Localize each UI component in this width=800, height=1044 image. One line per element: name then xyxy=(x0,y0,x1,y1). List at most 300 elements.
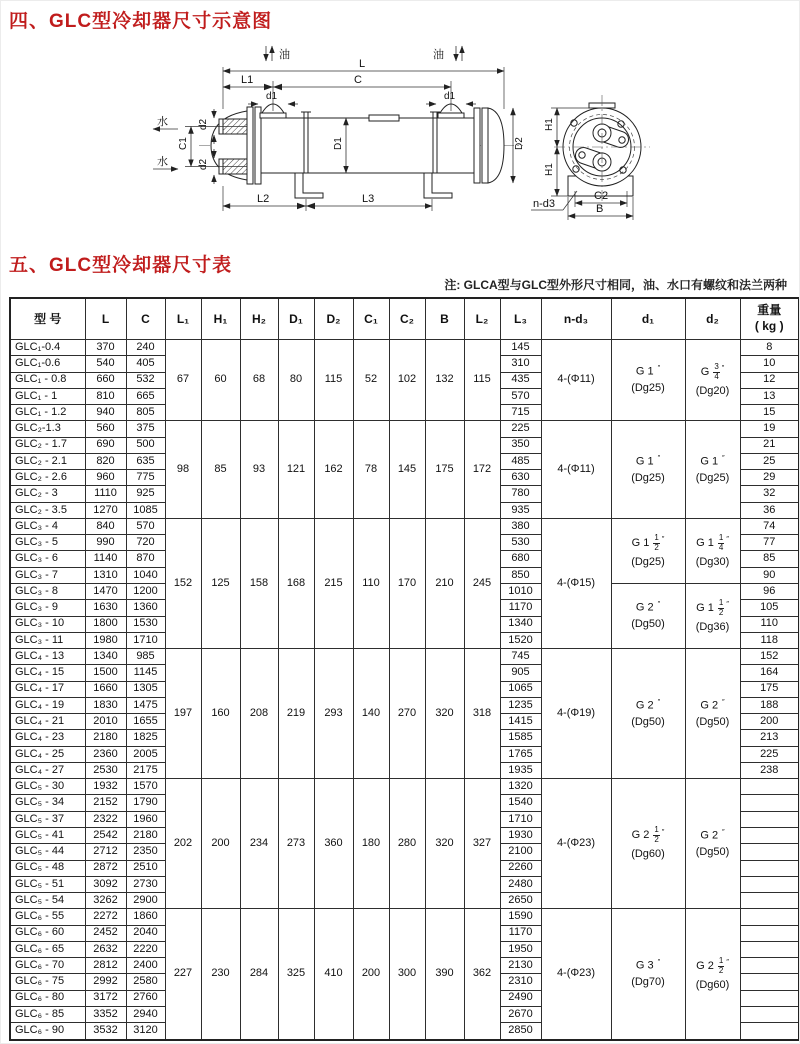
cell-thread-size: G 2 ″ (Dg50) xyxy=(611,649,685,779)
cell-L3: 680 xyxy=(500,551,541,567)
cell-L: 1340 xyxy=(85,649,126,665)
left-flange xyxy=(247,107,253,184)
cell-L3: 435 xyxy=(500,372,541,388)
cell-C: 405 xyxy=(126,356,165,372)
cell-L: 560 xyxy=(85,421,126,437)
table-row xyxy=(10,518,799,534)
cell-weight: 238 xyxy=(740,762,799,778)
cell-L3: 1930 xyxy=(500,827,541,843)
cell-C: 665 xyxy=(126,388,165,404)
cell-weight: 200 xyxy=(740,714,799,730)
cell-weight: 118 xyxy=(740,632,799,648)
cell-L2: 318 xyxy=(464,649,500,779)
cell-C2: 280 xyxy=(389,779,425,909)
cell-L3: 2100 xyxy=(500,844,541,860)
cell-thread-size: G 1 $\frac{1}{2}$ ″ (Dg25) xyxy=(611,518,685,583)
cell-model: GLC₅ - 48 xyxy=(10,860,85,876)
cell-model: GLC₂ - 3.5 xyxy=(10,502,85,518)
column-header: d₂ xyxy=(685,298,740,340)
cell-weight: 25 xyxy=(740,453,799,469)
cell-model: GLC₃ - 4 xyxy=(10,518,85,534)
cell-weight xyxy=(740,795,799,811)
cell-model: GLC₆ - 85 xyxy=(10,1006,85,1022)
left-flange-2 xyxy=(255,107,261,184)
cell-weight: 74 xyxy=(740,518,799,534)
cell-weight: 32 xyxy=(740,486,799,502)
cell-model: GLC₄ - 13 xyxy=(10,649,85,665)
cell-L1: 197 xyxy=(165,649,201,779)
cell-weight xyxy=(740,893,799,909)
cell-thread-size: G 1 $\frac{1}{4}$ ″ (Dg30) xyxy=(685,518,740,583)
cooler-dimension-diagram xyxy=(1,41,800,246)
cell-model: GLC₆ - 90 xyxy=(10,1023,85,1040)
cell-model: GLC₄ - 23 xyxy=(10,730,85,746)
cell-thread-size: G 1 $\frac{1}{2}$ ″ (Dg36) xyxy=(685,583,740,648)
water-label-bottom: 水 xyxy=(157,156,168,168)
cell-L: 1470 xyxy=(85,583,126,599)
cell-C: 2350 xyxy=(126,844,165,860)
cell-L: 820 xyxy=(85,453,126,469)
cell-L: 660 xyxy=(85,372,126,388)
cell-model: GLC₅ - 44 xyxy=(10,844,85,860)
cell-model: GLC₁ - 1.2 xyxy=(10,405,85,421)
column-header: H₂ xyxy=(240,298,278,340)
cell-weight xyxy=(740,990,799,1006)
cell-L3: 1010 xyxy=(500,583,541,599)
cell-weight xyxy=(740,925,799,941)
cell-thread-size: G 1 ″ (Dg25) xyxy=(611,421,685,519)
cell-L: 2542 xyxy=(85,827,126,843)
cell-C: 2040 xyxy=(126,925,165,941)
cell-model: GLC₅ - 37 xyxy=(10,811,85,827)
cell-C: 2900 xyxy=(126,893,165,909)
cell-thread-size: G 1 ″ (Dg25) xyxy=(685,421,740,519)
cell-L3: 570 xyxy=(500,388,541,404)
cell-C2: 145 xyxy=(389,421,425,519)
cell-weight: 29 xyxy=(740,470,799,486)
cell-thread-size: G 2 ″ (Dg50) xyxy=(685,649,740,779)
cell-H1: 60 xyxy=(201,340,240,421)
shell-top-plate xyxy=(369,115,399,121)
column-header: d₁ xyxy=(611,298,685,340)
cell-C: 985 xyxy=(126,649,165,665)
cell-model: GLC₁-0.6 xyxy=(10,356,85,372)
cell-C: 2175 xyxy=(126,762,165,778)
cell-L3: 1585 xyxy=(500,730,541,746)
dim-label-d1-left: d1 xyxy=(266,91,278,102)
cell-thread-size: G $\frac{3}{4}$ ″ (Dg20) xyxy=(685,340,740,421)
column-header: B xyxy=(425,298,464,340)
cell-model: GLC₅ - 30 xyxy=(10,779,85,795)
saddle-foot-right xyxy=(424,173,452,198)
cell-weight: 96 xyxy=(740,583,799,599)
cell-C: 1570 xyxy=(126,779,165,795)
cell-model: GLC₅ - 54 xyxy=(10,893,85,909)
dim-label-L3: L3 xyxy=(362,193,375,205)
cell-model: GLC₃ - 6 xyxy=(10,551,85,567)
shell-body xyxy=(261,118,474,173)
cell-weight xyxy=(740,844,799,860)
cell-L: 2322 xyxy=(85,811,126,827)
cell-weight: 213 xyxy=(740,730,799,746)
cell-L3: 2850 xyxy=(500,1023,541,1040)
cell-L3: 485 xyxy=(500,453,541,469)
cell-weight: 13 xyxy=(740,388,799,404)
cell-L: 940 xyxy=(85,405,126,421)
cell-L3: 1765 xyxy=(500,746,541,762)
cell-nd3: 4-(Φ11) xyxy=(541,421,611,519)
cell-H1: 125 xyxy=(201,518,240,648)
cell-L1: 67 xyxy=(165,340,201,421)
cell-model: GLC₄ - 19 xyxy=(10,697,85,713)
cell-L: 1270 xyxy=(85,502,126,518)
table-row xyxy=(10,340,799,356)
cell-C: 3120 xyxy=(126,1023,165,1040)
column-header: C₁ xyxy=(353,298,389,340)
cell-model: GLC₂ - 2.6 xyxy=(10,470,85,486)
cell-weight xyxy=(740,860,799,876)
cell-C2: 300 xyxy=(389,909,425,1040)
cell-weight xyxy=(740,811,799,827)
cell-L: 540 xyxy=(85,356,126,372)
cell-B: 132 xyxy=(425,340,464,421)
cell-thread-size: G 3 ″ (Dg70) xyxy=(611,909,685,1040)
cell-H1: 160 xyxy=(201,649,240,779)
cell-L: 1932 xyxy=(85,779,126,795)
cell-weight xyxy=(740,958,799,974)
cell-model: GLC₅ - 34 xyxy=(10,795,85,811)
cell-C: 1145 xyxy=(126,665,165,681)
cell-L: 990 xyxy=(85,535,126,551)
cell-L3: 745 xyxy=(500,649,541,665)
cell-H2: 208 xyxy=(240,649,278,779)
cell-model: GLC₄ - 25 xyxy=(10,746,85,762)
cell-L: 1500 xyxy=(85,665,126,681)
cell-weight: 175 xyxy=(740,681,799,697)
cell-L3: 2490 xyxy=(500,990,541,1006)
cell-C: 925 xyxy=(126,486,165,502)
column-header: C xyxy=(126,298,165,340)
cell-thread-size: G 1 ″ (Dg25) xyxy=(611,340,685,421)
cell-C: 1710 xyxy=(126,632,165,648)
cell-C1: 110 xyxy=(353,518,389,648)
cell-L3: 1320 xyxy=(500,779,541,795)
cell-H1: 85 xyxy=(201,421,240,519)
cell-L: 3262 xyxy=(85,893,126,909)
column-header: L₁ xyxy=(165,298,201,340)
cell-C: 1825 xyxy=(126,730,165,746)
column-header: L₂ xyxy=(464,298,500,340)
cell-H1: 230 xyxy=(201,909,240,1040)
section4-title: 四、GLC型冷却器尺寸示意图 xyxy=(9,11,273,32)
cell-L3: 2480 xyxy=(500,876,541,892)
cell-D1: 325 xyxy=(278,909,314,1040)
cell-nd3: 4-(Φ11) xyxy=(541,340,611,421)
cell-B: 320 xyxy=(425,649,464,779)
cell-model: GLC₂-1.3 xyxy=(10,421,85,437)
cell-D1: 219 xyxy=(278,649,314,779)
column-header: C₂ xyxy=(389,298,425,340)
cell-weight xyxy=(740,941,799,957)
cell-C: 1085 xyxy=(126,502,165,518)
cell-L: 2712 xyxy=(85,844,126,860)
cell-C: 1360 xyxy=(126,600,165,616)
cell-L: 1980 xyxy=(85,632,126,648)
cell-L: 690 xyxy=(85,437,126,453)
column-header-weight: 重量 ( kg ) xyxy=(740,298,799,340)
cell-C1: 180 xyxy=(353,779,389,909)
cell-L3: 1540 xyxy=(500,795,541,811)
cell-D2: 162 xyxy=(314,421,353,519)
cell-L3: 1170 xyxy=(500,925,541,941)
cell-C: 375 xyxy=(126,421,165,437)
cell-L: 2010 xyxy=(85,714,126,730)
table-row xyxy=(10,909,799,925)
cell-weight: 10 xyxy=(740,356,799,372)
cell-model: GLC₁ - 1 xyxy=(10,388,85,404)
cell-model: GLC₄ - 21 xyxy=(10,714,85,730)
cell-L: 2272 xyxy=(85,909,126,925)
cell-L: 3532 xyxy=(85,1023,126,1040)
table-header xyxy=(10,298,799,340)
cell-L: 3172 xyxy=(85,990,126,1006)
dim-label-D2: D2 xyxy=(514,137,525,150)
dim-label-C1: C1 xyxy=(178,137,189,150)
cell-L3: 2260 xyxy=(500,860,541,876)
cell-L3: 1170 xyxy=(500,600,541,616)
cell-L3: 2310 xyxy=(500,974,541,990)
cell-C: 720 xyxy=(126,535,165,551)
cell-model: GLC₆ - 75 xyxy=(10,974,85,990)
cell-L: 960 xyxy=(85,470,126,486)
oil-nozzle-right-flange xyxy=(438,113,464,118)
cell-weight xyxy=(740,876,799,892)
water-label-top: 水 xyxy=(157,116,168,128)
cell-L: 840 xyxy=(85,518,126,534)
cell-L3: 350 xyxy=(500,437,541,453)
cell-L: 2180 xyxy=(85,730,126,746)
cell-L2: 245 xyxy=(464,518,500,648)
cell-C: 570 xyxy=(126,518,165,534)
cell-C2: 270 xyxy=(389,649,425,779)
cell-C2: 102 xyxy=(389,340,425,421)
cell-L1: 202 xyxy=(165,779,201,909)
cell-D2: 215 xyxy=(314,518,353,648)
cell-C1: 140 xyxy=(353,649,389,779)
cell-C: 2760 xyxy=(126,990,165,1006)
cell-model: GLC₃ - 7 xyxy=(10,567,85,583)
cell-L: 370 xyxy=(85,340,126,356)
dim-label-D1: D1 xyxy=(333,137,344,150)
cell-model: GLC₆ - 70 xyxy=(10,958,85,974)
cell-model: GLC₃ - 10 xyxy=(10,616,85,632)
cell-L: 1800 xyxy=(85,616,126,632)
cell-model: GLC₂ - 1.7 xyxy=(10,437,85,453)
dimension-table xyxy=(9,297,800,1041)
cell-C: 2220 xyxy=(126,941,165,957)
cell-weight: 77 xyxy=(740,535,799,551)
cell-L3: 630 xyxy=(500,470,541,486)
cell-C: 2005 xyxy=(126,746,165,762)
cell-L2: 115 xyxy=(464,340,500,421)
cell-L3: 1710 xyxy=(500,811,541,827)
cell-H2: 234 xyxy=(240,779,278,909)
cell-C1: 78 xyxy=(353,421,389,519)
cell-weight: 12 xyxy=(740,372,799,388)
oil-label-right: 油 xyxy=(433,49,444,61)
cell-D2: 410 xyxy=(314,909,353,1040)
cell-thread-size: G 2 $\frac{1}{2}$ ″ (Dg60) xyxy=(685,909,740,1040)
cell-weight: 188 xyxy=(740,697,799,713)
cell-C: 2510 xyxy=(126,860,165,876)
cell-C: 1200 xyxy=(126,583,165,599)
cell-L: 1660 xyxy=(85,681,126,697)
cell-C: 1040 xyxy=(126,567,165,583)
cell-B: 390 xyxy=(425,909,464,1040)
table-row xyxy=(10,649,799,665)
cell-model: GLC₂ - 3 xyxy=(10,486,85,502)
cell-C: 1475 xyxy=(126,697,165,713)
cell-L3: 2670 xyxy=(500,1006,541,1022)
cell-C: 2940 xyxy=(126,1006,165,1022)
cell-H2: 68 xyxy=(240,340,278,421)
cell-weight: 36 xyxy=(740,502,799,518)
cell-L2: 172 xyxy=(464,421,500,519)
cell-L3: 935 xyxy=(500,502,541,518)
cell-nd3: 4-(Φ15) xyxy=(541,518,611,648)
cell-nd3: 4-(Φ19) xyxy=(541,649,611,779)
cell-weight: 19 xyxy=(740,421,799,437)
cell-C: 1860 xyxy=(126,909,165,925)
cell-L3: 225 xyxy=(500,421,541,437)
cell-L: 1140 xyxy=(85,551,126,567)
cell-H1: 200 xyxy=(201,779,240,909)
cell-H2: 93 xyxy=(240,421,278,519)
cell-weight: 164 xyxy=(740,665,799,681)
dim-label-d2-top: d2 xyxy=(198,118,209,130)
cell-model: GLC₆ - 80 xyxy=(10,990,85,1006)
dim-label-C2: C2 xyxy=(594,190,609,202)
cell-L1: 98 xyxy=(165,421,201,519)
cell-D1: 121 xyxy=(278,421,314,519)
cell-C: 240 xyxy=(126,340,165,356)
cell-C1: 52 xyxy=(353,340,389,421)
section5-title: 五、GLC型冷却器尺寸表 xyxy=(9,255,233,276)
table-row xyxy=(10,779,799,795)
cell-H2: 284 xyxy=(240,909,278,1040)
cell-C: 870 xyxy=(126,551,165,567)
cell-C: 635 xyxy=(126,453,165,469)
right-flange xyxy=(474,108,480,183)
cell-weight xyxy=(740,909,799,925)
table-body xyxy=(10,340,799,1041)
cell-weight: 85 xyxy=(740,551,799,567)
cell-C: 775 xyxy=(126,470,165,486)
cell-C2: 170 xyxy=(389,518,425,648)
cell-L3: 1935 xyxy=(500,762,541,778)
cell-D1: 168 xyxy=(278,518,314,648)
cell-C: 2580 xyxy=(126,974,165,990)
cell-model: GLC₆ - 60 xyxy=(10,925,85,941)
cell-nd3: 4-(Φ23) xyxy=(541,909,611,1040)
cell-L: 3352 xyxy=(85,1006,126,1022)
oil-label-left: 油 xyxy=(279,49,290,61)
cell-L3: 1235 xyxy=(500,697,541,713)
cell-B: 175 xyxy=(425,421,464,519)
dim-label-H1-lower: H1 xyxy=(544,163,555,176)
cell-D1: 80 xyxy=(278,340,314,421)
cell-weight: 90 xyxy=(740,567,799,583)
cell-model: GLC₂ - 2.1 xyxy=(10,453,85,469)
cell-weight xyxy=(740,827,799,843)
cell-L3: 715 xyxy=(500,405,541,421)
cell-L3: 530 xyxy=(500,535,541,551)
cell-L3: 380 xyxy=(500,518,541,534)
cell-L1: 152 xyxy=(165,518,201,648)
cell-L: 1830 xyxy=(85,697,126,713)
cell-B: 210 xyxy=(425,518,464,648)
cell-L3: 145 xyxy=(500,340,541,356)
cell-weight: 152 xyxy=(740,649,799,665)
cell-weight: 105 xyxy=(740,600,799,616)
cell-C: 532 xyxy=(126,372,165,388)
column-header: D₁ xyxy=(278,298,314,340)
cell-model: GLC₄ - 17 xyxy=(10,681,85,697)
cell-L3: 2130 xyxy=(500,958,541,974)
cell-weight xyxy=(740,974,799,990)
right-flange-2 xyxy=(482,108,488,183)
cell-L: 2812 xyxy=(85,958,126,974)
cell-model: GLC₅ - 51 xyxy=(10,876,85,892)
dished-head xyxy=(488,108,504,183)
cell-L: 2530 xyxy=(85,762,126,778)
cell-weight: 110 xyxy=(740,616,799,632)
cell-weight xyxy=(740,779,799,795)
column-header: L₃ xyxy=(500,298,541,340)
cell-weight: 21 xyxy=(740,437,799,453)
column-header: H₁ xyxy=(201,298,240,340)
cell-L3: 1950 xyxy=(500,941,541,957)
column-header: n-d₃ xyxy=(541,298,611,340)
cell-thread-size: G 2 $\frac{1}{2}$ ″ (Dg60) xyxy=(611,779,685,909)
cell-C: 1790 xyxy=(126,795,165,811)
saddle-foot-left xyxy=(295,173,323,198)
dim-label-L: L xyxy=(359,58,366,70)
cell-weight: 8 xyxy=(740,340,799,356)
dim-label-C: C xyxy=(354,74,362,86)
cell-thread-size: G 2 ″ (Dg50) xyxy=(611,583,685,648)
cell-weight xyxy=(740,1006,799,1022)
dim-label-L1: L1 xyxy=(241,74,254,86)
cell-model: GLC₄ - 27 xyxy=(10,762,85,778)
cell-L: 2872 xyxy=(85,860,126,876)
dim-label-d1-right: d1 xyxy=(444,91,456,102)
column-header: 型 号 xyxy=(10,298,85,340)
cell-C: 1655 xyxy=(126,714,165,730)
cell-H2: 158 xyxy=(240,518,278,648)
cell-C: 1305 xyxy=(126,681,165,697)
cell-L3: 2650 xyxy=(500,893,541,909)
column-header: D₂ xyxy=(314,298,353,340)
table-note: 注: GLCA型与GLC型外形尺寸相同，油、水口有螺纹和法兰两种 xyxy=(444,278,787,292)
cell-C: 805 xyxy=(126,405,165,421)
cell-nd3: 4-(Φ23) xyxy=(541,779,611,909)
cell-L3: 1415 xyxy=(500,714,541,730)
cell-L3: 1520 xyxy=(500,632,541,648)
cell-L: 810 xyxy=(85,388,126,404)
cell-D2: 360 xyxy=(314,779,353,909)
cell-model: GLC₁-0.4 xyxy=(10,340,85,356)
